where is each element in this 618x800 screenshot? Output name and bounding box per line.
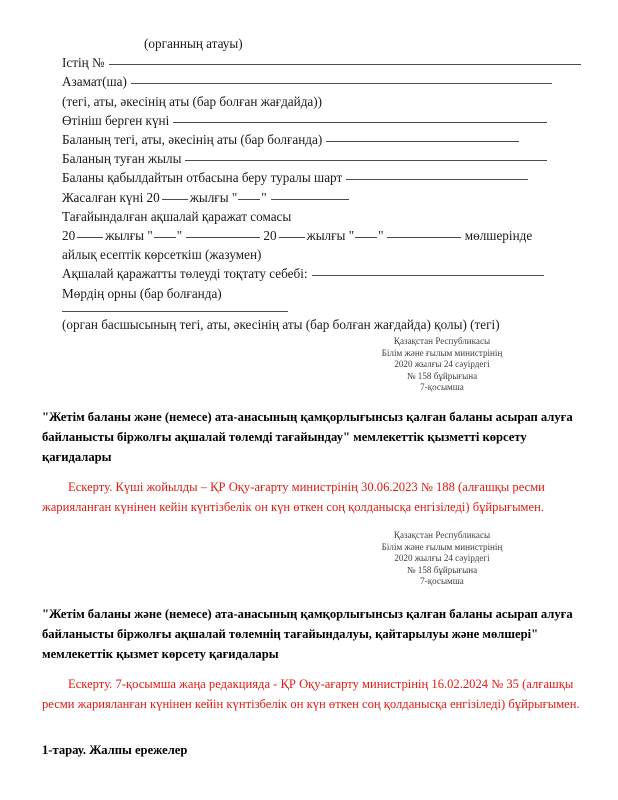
field-made-date-day-rule[interactable]: [238, 199, 260, 200]
field-period-to-sum-rule[interactable]: [387, 237, 461, 238]
field-period-from-sum-rule[interactable]: [186, 237, 260, 238]
signature-rule[interactable]: [62, 311, 288, 312]
field-period-from-quote-open: ": [147, 228, 153, 244]
field-placement-contract-label: Баланы қабылдайтын отбасына беру туралы шарт: [62, 170, 343, 186]
field-application-date-rule[interactable]: [173, 122, 547, 123]
stamp2-line-date: 2020 жылғы 24 сәуірдегі: [394, 553, 490, 564]
field-child-birth-year-label: Баланың туған жылы: [62, 151, 182, 167]
field-case-number-label: Істің №: [62, 55, 105, 71]
amendment-note-2: Ескерту. 7-қосымша жаңа редакцияда - ҚР Оқу-ағарту министрінің 16.02.2024 № 35 (алғашқы ресми жарияланған күнінен кейін күнтізбелік он күн өткен соң қолданысқа енгізіледі) бұйрығымен.: [42, 677, 580, 711]
stamp-line-republic: Қазақстан Республикасы: [393, 336, 491, 346]
field-citizen-label: Азамат(ша): [62, 74, 127, 90]
field-period-from-quote-close: ": [176, 228, 183, 244]
stamp-line-date: 2020 жылғы 24 сәуірдегі: [394, 359, 490, 370]
stamp2-line-republic: Қазақстан Республикасы: [393, 530, 491, 540]
field-period-amount-word: мөлшерінде: [464, 228, 533, 244]
field-made-date: [62, 188, 554, 207]
field-placement-contract: [62, 168, 554, 187]
field-seal-label: Мөрдің орны (бар болғанда): [62, 285, 222, 301]
field-period-from-year-rule[interactable]: [77, 237, 103, 238]
chapter-heading: 1-тарау. Жалпы ережелер: [42, 743, 188, 757]
field-monthly-index-label: айлық есептік көрсеткіш (жазумен): [62, 247, 262, 263]
rules-title-2: "Жетім баланы және (немесе) ата-анасының қамқорлығынсыз қалған баланы асырап алуға байланысты біржолғы ақшалай төлемнің тағайындалуы, қайтарылуы және мөлшері" мемлекеттік қызмет көрсету қағидалары: [42, 607, 573, 661]
stamp2-line-order: № 158 бұйрығына: [406, 564, 478, 575]
form-block: [62, 34, 554, 303]
field-case-number: [62, 53, 554, 72]
field-assigned-sum-label: Тағайындалған ақшалай қаражат сомасы: [62, 208, 292, 224]
stamp-line-ministry: Білім және ғылым министрінің: [381, 347, 503, 358]
field-case-number-rule[interactable]: [109, 64, 581, 65]
field-made-date-year-rule[interactable]: [162, 199, 188, 200]
field-period: [62, 226, 554, 245]
stamp2-line-ministry: Білім және ғылым министрінің: [381, 541, 503, 552]
field-made-date-month-rule[interactable]: [271, 199, 349, 200]
stamp-block-2: [322, 530, 562, 588]
field-period-to-prefix: 20: [263, 228, 277, 244]
stamp2-line-appendix: 7-қосымша: [420, 576, 464, 587]
field-made-date-year-word: жылғы: [189, 189, 229, 205]
signature-caption-block: [62, 315, 554, 334]
field-child-name-rule[interactable]: [326, 141, 519, 142]
field-stop-reason-rule[interactable]: [312, 275, 544, 276]
field-period-to-day-rule[interactable]: [355, 237, 377, 238]
field-made-date-quote-open: ": [231, 189, 238, 205]
field-made-date-quote-close: ": [261, 189, 267, 205]
field-child-birth-year: [62, 149, 554, 168]
field-period-to-year-rule[interactable]: [279, 237, 305, 238]
field-citizen: [62, 72, 554, 91]
field-child-name-label: Баланың тегі, аты, әкесінің аты (бар болғанда): [62, 132, 323, 148]
field-placement-contract-rule[interactable]: [346, 179, 528, 180]
field-made-date-label: Жасалған күні 20: [62, 189, 160, 205]
organ-caption: (органның атауы): [144, 36, 243, 51]
field-period-to-quote-close: ": [378, 228, 384, 244]
field-period-to-quote-open: ": [348, 228, 355, 244]
field-application-date: [62, 111, 554, 130]
stamp-line-order: № 158 бұйрығына: [406, 370, 478, 381]
field-period-from-day-rule[interactable]: [154, 237, 176, 238]
field-period-from-prefix: 20: [62, 228, 76, 244]
field-period-from-year-word: жылғы: [105, 228, 145, 244]
field-citizen-rule[interactable]: [131, 83, 552, 84]
field-stop-reason: [62, 264, 554, 283]
stamp-block-1: [322, 336, 562, 394]
stamp-line-appendix: 7-қосымша: [420, 382, 464, 393]
field-child-name: [62, 130, 554, 149]
field-child-birth-year-rule[interactable]: [185, 160, 547, 161]
signature-caption: (орган басшысының тегі, аты, әкесінің аты (бар болған жағдайда) қолы) (тегі): [62, 317, 500, 332]
amendment-note-1: Ескерту. Күші жойылды – ҚР Оқу-ағарту министрінің 30.06.2023 № 188 (алғашқы ресми жарияланған күнінен кейін күнтізбелік он күн өткен соң қолданысқа енгізіледі) бұйрығымен.: [42, 480, 545, 514]
field-application-date-label: Өтініш берген күні: [62, 112, 170, 128]
field-stop-reason-label: Ақшалай қаражатты төлеуді тоқтату себебі:: [62, 266, 308, 282]
field-name-caption: (тегі, аты, әкесінің аты (бар болған жағдайда)): [62, 93, 323, 109]
rules-title-1: "Жетім баланы және (немесе) ата-анасының қамқорлығынсыз қалған баланы асырап алуға байланысты біржолғы ақшалай төлемді тағайындау" мемлекеттік қызметті көрсету қағидалары: [42, 410, 573, 464]
field-period-to-year-word: жылғы: [306, 228, 346, 244]
